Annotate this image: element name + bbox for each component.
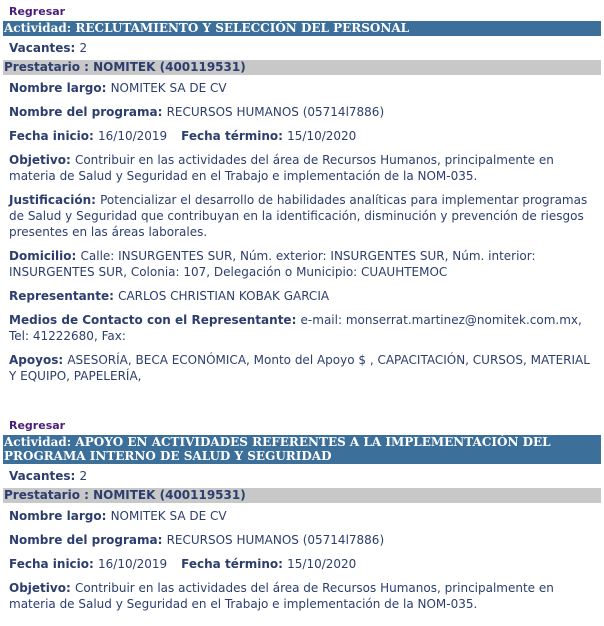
program-row	[3, 104, 601, 120]
program-label: Nombre del programa:	[9, 105, 167, 119]
long-name-value: NOMITEK SA DE CV	[110, 509, 227, 523]
representative-label: Representante:	[9, 289, 119, 303]
activity-title: APOYO EN ACTIVIDADES REFERENTES A LA IMPLEMENTACIÓN DEL PROGRAMA INTERNO DE SALUD Y SEGURIDAD	[4, 435, 551, 463]
long-name-label: Nombre largo:	[9, 81, 111, 95]
justification-value: Potencializar el desarrollo de habilidades analíticas para implementar programas de Salud y Seguridad que contribuyan en la identificación, disminución y prevención de riesgos presentes en las áreas laborales.	[9, 193, 588, 239]
supports-value: ASESORÍA, BECA ECONÓMICA, Monto del Apoyo $ , CAPACITACIÓN, CURSOS, MATERIAL Y EQUIPO, PAPELERÍA,	[9, 353, 590, 383]
program-row	[3, 532, 601, 548]
vacancies-value: 2	[79, 41, 88, 55]
representative-row	[3, 288, 601, 304]
start-date-label: Fecha inicio:	[9, 557, 98, 571]
end-date-value: 15/10/2020	[287, 129, 357, 143]
objective-label: Objetivo:	[9, 581, 75, 595]
end-date-label: Fecha término:	[181, 129, 288, 143]
lender-label: Prestatario :	[4, 60, 94, 74]
address-label: Domicilio:	[9, 249, 81, 263]
vacancies-value: 2	[79, 469, 88, 483]
supports-label: Apoyos:	[9, 353, 68, 367]
contact-value: e-mail: monserrat.martinez@nomitek.com.mx, Tel: 41222680, Fax:	[9, 313, 582, 343]
address-row	[3, 248, 601, 280]
contact-row	[3, 312, 601, 344]
contact-label: Medios de Contacto con el Representante:	[9, 313, 301, 327]
vacancies-row	[3, 40, 601, 56]
lender-label: Prestatario :	[4, 488, 94, 502]
activity-header	[3, 21, 601, 36]
long-name-row	[3, 80, 601, 96]
activity-label: Actividad:	[4, 435, 76, 449]
end-date-label: Fecha término:	[181, 557, 288, 571]
justification-row	[3, 192, 601, 240]
long-name-row	[3, 508, 601, 524]
vacancies-label: Vacantes:	[9, 469, 80, 483]
start-date-value: 16/10/2019	[98, 129, 168, 143]
address-value: Calle: INSURGENTES SUR, Núm. exterior: INSURGENTES SUR, Núm. interior: INSURGENTES SUR, Colonia: 107, Delegación o Municipio: CUAUHTEMOC	[9, 249, 536, 279]
activity-title: RECLUTAMIENTO Y SELECCIÓN DEL PERSONAL	[75, 21, 410, 35]
program-value: RECURSOS HUMANOS (05714l7886)	[166, 105, 385, 119]
supports-row	[3, 352, 601, 384]
long-name-label: Nombre largo:	[9, 509, 111, 523]
justification-label: Justificación:	[9, 193, 101, 207]
lender-header	[3, 60, 601, 75]
back-link[interactable]: Regresar	[9, 419, 66, 432]
vacancies-label: Vacantes:	[9, 41, 80, 55]
objective-value: Contribuir en las actividades del área de Recursos Humanos, principalmente en materia de Salud y Seguridad en el Trabajo e implementación de la NOM-035.	[9, 581, 554, 611]
objective-row	[3, 152, 601, 184]
dates-row	[3, 128, 601, 144]
program-value: RECURSOS HUMANOS (05714l7886)	[166, 533, 385, 547]
program-label: Nombre del programa:	[9, 533, 167, 547]
vacancies-row	[3, 468, 601, 484]
activity-label: Actividad:	[4, 21, 76, 35]
lender-value: NOMITEK (400119531)	[93, 488, 246, 502]
lender-header	[3, 488, 601, 503]
end-date-value: 15/10/2020	[287, 557, 357, 571]
back-link[interactable]: Regresar	[9, 5, 66, 18]
objective-value: Contribuir en las actividades del área de Recursos Humanos, principalmente en materia de Salud y Seguridad en el Trabajo e implementación de la NOM-035.	[9, 153, 554, 183]
long-name-value: NOMITEK SA DE CV	[110, 81, 227, 95]
dates-row	[3, 556, 601, 572]
start-date-value: 16/10/2019	[98, 557, 168, 571]
objective-row	[3, 580, 601, 612]
record-separator	[3, 384, 601, 414]
lender-value: NOMITEK (400119531)	[93, 60, 246, 74]
start-date-label: Fecha inicio:	[9, 129, 98, 143]
objective-label: Objetivo:	[9, 153, 75, 167]
representative-value: CARLOS CHRISTIAN KOBAK GARCIA	[118, 289, 330, 303]
activity-header	[3, 435, 601, 464]
